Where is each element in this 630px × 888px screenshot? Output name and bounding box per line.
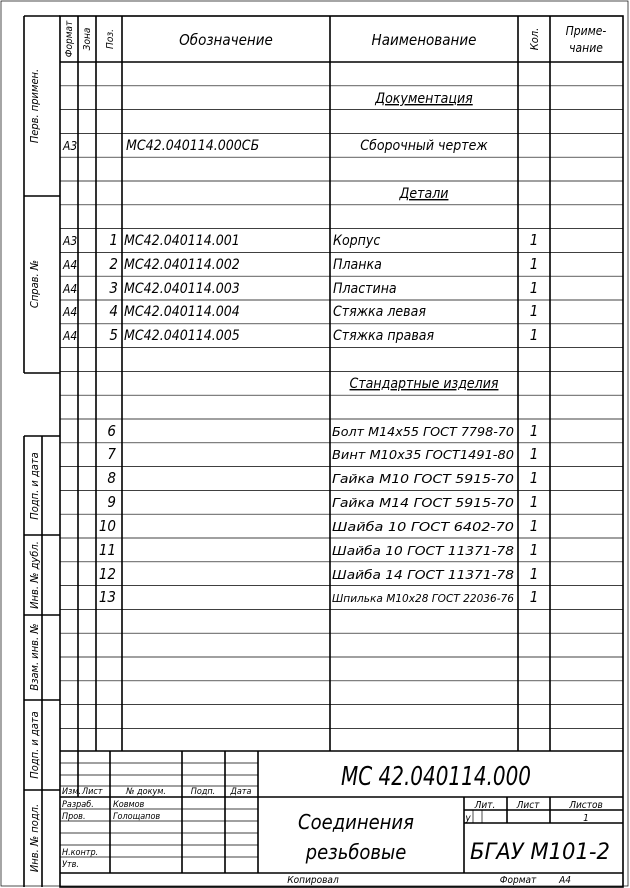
standard-name: Болт М14х55 ГОСТ 7798-70 [332,425,515,439]
header-primechanie-1: Приме- [565,24,607,38]
standard-row [99,517,538,535]
detail-format: А4 [63,305,78,319]
header-kol: Кол. [528,27,541,51]
standard-name: Винт М10х35 ГОСТ1491-80 [332,448,515,462]
standard-row [107,422,538,440]
listov-value: 1 [583,813,589,824]
detail-row [62,302,538,320]
detail-designation: МС42.040114.004 [124,304,240,320]
footer-kopiroval: Копировал [287,875,339,886]
detail-pos: 4 [109,302,118,320]
standard-qty: 1 [529,517,539,535]
standard-pos: 11 [98,541,116,559]
sidebar-perv-primen: Перв. примен. [28,68,41,144]
footer-format-value: А4 [559,875,571,886]
row-razrab: Разраб. [62,800,94,810]
header-naimenovanie: Наименование [371,31,477,49]
detail-row [62,255,538,273]
row-nkontr: Н.контр. [62,848,99,858]
col-list: Лист [82,787,103,797]
standard-row [99,588,538,606]
standard-row [99,541,538,559]
standard-pos: 7 [107,445,116,463]
document-code: МС 42.040114.000 [341,762,531,792]
standard-qty: 1 [529,493,539,511]
doc-format: А3 [63,139,78,153]
header-oboznachenie: Обозначение [179,31,273,49]
detail-pos: 5 [109,326,118,344]
detail-qty: 1 [529,326,539,344]
sidebar-inv-podl: Инв. № подл. [28,803,41,873]
detail-name: Корпус [333,233,381,249]
detail-format: А4 [63,282,78,296]
sidebar-podp-data-1: Подп. и дата [28,452,41,520]
col-docum: № докум. [126,787,166,797]
detail-designation: МС42.040114.005 [124,328,240,344]
detail-qty: 1 [529,255,539,273]
standard-pos: 10 [98,517,116,535]
detail-qty: 1 [529,279,539,297]
detail-pos: 3 [109,279,118,297]
detail-designation: МС42.040114.001 [124,233,240,249]
detail-pos: 2 [109,255,118,273]
standard-row [107,493,538,511]
standard-qty: 1 [529,565,539,583]
standard-name: Шайба 10 ГОСТ 6402-70 [332,520,515,534]
standard-name: Гайка М14 ГОСТ 5915-70 [332,496,515,510]
standard-name: Шпилька М10х28 ГОСТ 22036-76 [332,592,514,605]
list-label: Лист [516,800,540,811]
doc-designation: МС42.040114.000СБ [126,138,260,154]
sidebar-vzam-inv: Взам. инв. № [28,623,41,691]
detail-pos: 1 [109,231,118,249]
standard-qty: 1 [529,422,539,440]
standard-pos: 12 [98,565,116,583]
standard-pos: 8 [107,469,116,487]
lit-value: у [465,813,471,824]
header-primechanie-2: чание [569,41,603,55]
header-format: Формат [64,20,75,58]
sidebar-podp-data-2: Подп. и дата [28,711,41,779]
col-data: Дата [230,787,252,797]
detail-name: Стяжка левая [333,304,426,320]
outer-frame [1,1,628,886]
standard-qty: 1 [529,445,539,463]
spec-table-grid [60,16,623,751]
standard-qty: 1 [529,541,539,559]
sidebar-inv-dubl: Инв. № дубл. [28,541,41,609]
detail-name: Стяжка правая [333,328,435,344]
header-zona: Зона [82,27,93,51]
detail-format: А4 [63,329,78,343]
section-standard: Стандартные изделия [349,376,499,392]
organization: БГАУ М101-2 [470,840,610,865]
detail-row [62,279,538,297]
detail-name: Планка [333,257,382,273]
table-row-lines [60,86,623,729]
detail-format: А4 [63,258,78,272]
standard-name: Гайка М10 ГОСТ 5915-70 [332,472,515,486]
sidebar-sprav-no: Справ. № [28,259,41,309]
footer-format-label: Формат [499,875,537,886]
detail-format: А3 [63,234,78,248]
lit-label: Лит. [474,800,496,811]
row-prov: Пров. [62,812,86,822]
listov-label: Листов [569,800,603,811]
detail-name: Пластина [333,281,397,297]
col-izm: Изм. [62,787,82,797]
standard-pos: 9 [107,493,116,511]
standard-row [107,469,538,487]
detail-row [62,326,538,344]
detail-row [62,231,538,249]
name-prov: Голощапов [113,812,161,822]
detail-qty: 1 [529,302,539,320]
standard-name: Шайба 10 ГОСТ 11371-78 [332,544,515,558]
col-podp: Подп. [190,787,216,797]
standard-pos: 13 [98,588,116,606]
name-razrab: Ковмов [113,800,145,810]
standard-qty: 1 [529,588,539,606]
title-line-1: Соединения [298,810,414,834]
detail-designation: МС42.040114.003 [124,281,240,297]
title-line-2: резьбовые [305,840,407,864]
doc-name: Сборочный чертеж [360,138,488,154]
standard-qty: 1 [529,469,539,487]
detail-qty: 1 [529,231,539,249]
header-poz: Поз. [105,29,116,49]
standard-row [107,445,538,463]
standard-pos: 6 [107,422,116,440]
section-details: Детали [399,186,449,202]
standard-row [99,565,538,583]
section-documentation: Документация [375,91,473,107]
row-utv: Утв. [62,860,79,870]
standard-name: Шайба 14 ГОСТ 11371-78 [332,568,515,582]
detail-designation: МС42.040114.002 [124,257,240,273]
